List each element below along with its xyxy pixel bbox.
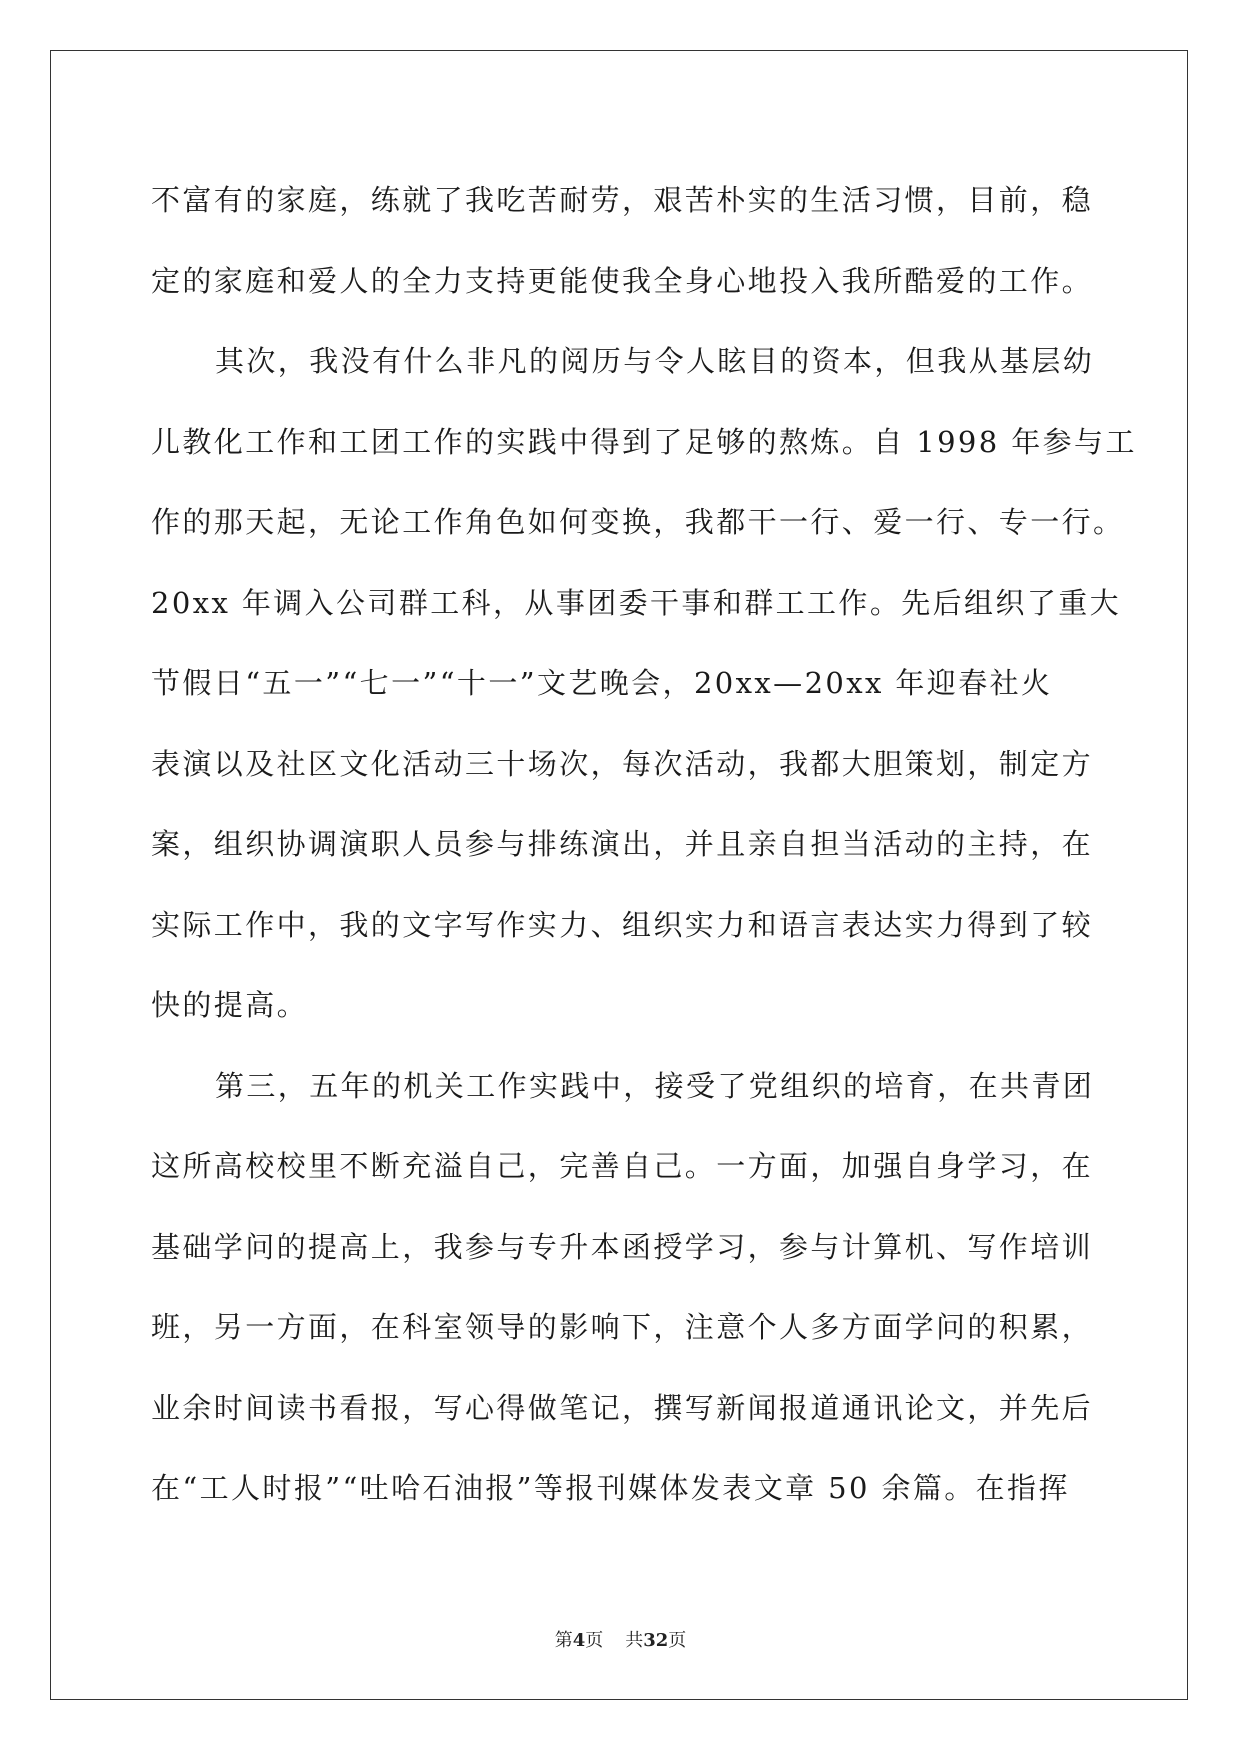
text-line: 第三，五年的机关工作实践中，接受了党组织的培育，在共青团: [215, 1068, 1095, 1103]
footer-page-suffix: 页: [585, 1630, 604, 1651]
text-line: 业余时间读书看报，写心得做笔记，撰写新闻报道通讯论文，并先后: [151, 1390, 1094, 1425]
footer-total-prefix: 共: [625, 1630, 644, 1651]
text-line: 实际工作中，我的文字写作实力、组织实力和语言表达实力得到了较: [151, 907, 1094, 942]
footer-page-number: 4: [572, 1630, 586, 1651]
text-line: 不富有的家庭，练就了我吃苦耐劳，艰苦朴实的生活习惯，目前，稳: [151, 183, 1094, 217]
text-line: 定的家庭和爱人的全力支持更能使我全身心地投入我所酷爱的工作。: [151, 263, 1094, 298]
text-line: 这所高校校里不断充溢自己，完善自己。一方面，加强自身学习，在: [151, 1149, 1094, 1183]
footer-total-suffix: 页: [668, 1630, 687, 1651]
text-line: 班，另一方面，在科室领导的影响下，注意个人多方面学问的积累，: [151, 1310, 1094, 1344]
text-line: 节假日“五一”“七一”“十一”文艺晚会，20xx—20xx 年迎春社火: [151, 666, 1053, 700]
footer-page-prefix: 第: [554, 1630, 573, 1651]
text-line: 其次，我没有什么非凡的阅历与令人眩目的资本，但我从基层幼: [215, 344, 1095, 378]
text-line: 案，组织协调演职人员参与排练演出，并且亲自担当活动的主持，在: [151, 827, 1094, 861]
page-footer: [0, 1626, 1241, 1652]
text-line: 快的提高。: [151, 988, 309, 1022]
text-line: 在“工人时报”“吐哈石油报”等报刊媒体发表文章 50 余篇。在指挥: [151, 1471, 1070, 1505]
text-line: 20xx 年调入公司群工科，从事团委干事和群工工作。先后组织了重大: [151, 585, 1122, 620]
text-line: 作的那天起，无论工作角色如何变换，我都干一行、爱一行、专一行。: [151, 505, 1125, 539]
text-line: 儿教化工作和工团工作的实践中得到了足够的熬炼。自 1998 年参与工: [151, 424, 1137, 459]
text-line: 表演以及社区文化活动三十场次，每次活动，我都大胆策划，制定方: [151, 746, 1094, 781]
footer-total-pages: 32: [643, 1630, 669, 1651]
body-text: [151, 160, 1137, 1529]
text-line: 基础学问的提高上，我参与专升本函授学习，参与计算机、写作培训: [151, 1229, 1094, 1264]
